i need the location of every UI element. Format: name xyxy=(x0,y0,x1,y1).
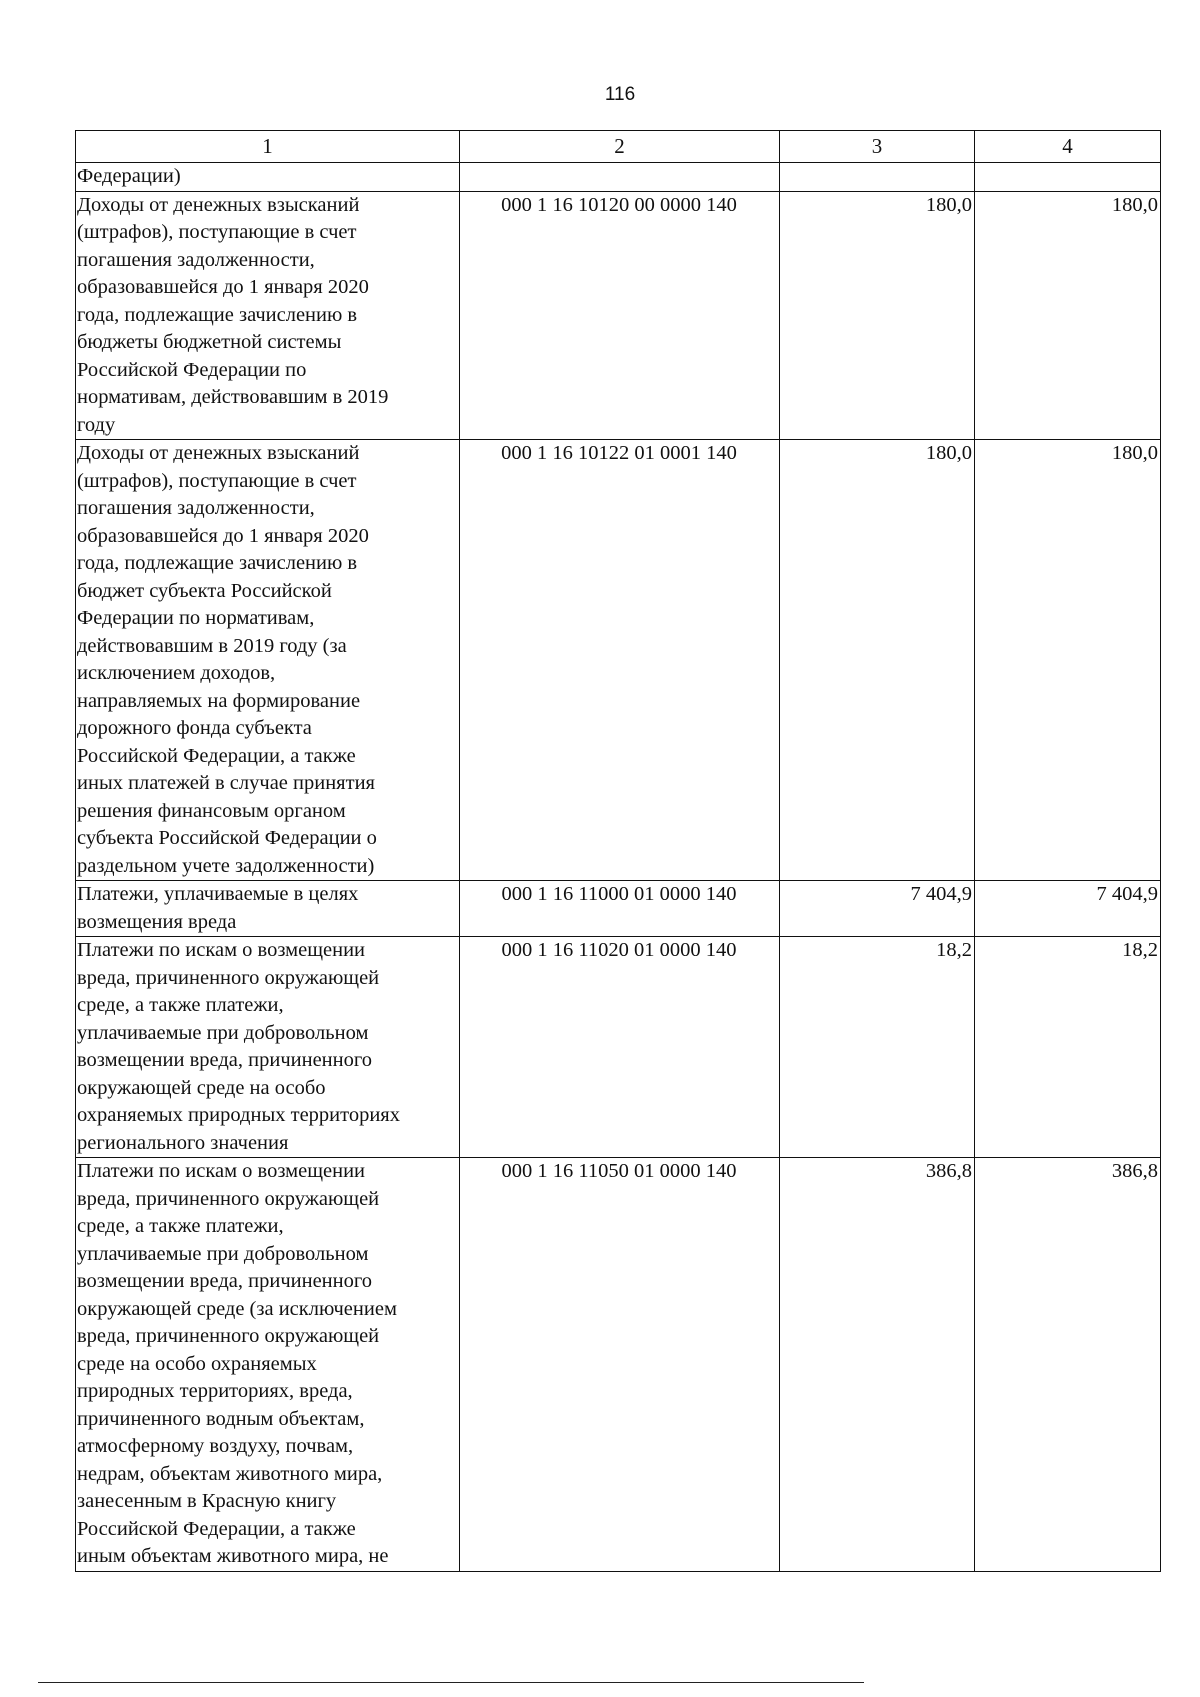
income-name-cell: Доходы от денежных взысканий (штрафов), поступающие в счет погашения задолженности, образовавшейся до 1 января 2020 года, подлежащие зачислению в бюджет субъекта Российской Федерации по нормативам, действовавшим в 2019 году (за исключением доходов, направляемых на формирование дорожного фонда субъекта Российской Федерации, а также иных платежей в случае принятия решения финансовым органом субъекта Российской Федерации о раздельном учете задолженности) xyxy=(76,440,460,881)
column-header-4: 4 xyxy=(975,131,1161,163)
income-name-cell: Платежи по искам о возмещении вреда, причиненного окружающей среде, а также платежи, уплачиваемые при добровольном возмещении вреда, причиненного окружающей среде (за исключением вреда, причиненного окружающей среде на особо охраняемых природных территориях, вреда, причиненного водным объектам, атмосферному воздуху, почвам, недрам, объектам животного мира, занесенным в Красную книгу Российской Федерации, а также иным объектам животного мира, не xyxy=(76,1158,460,1572)
income-code-cell: 000 1 16 10120 00 0000 140 xyxy=(460,191,780,440)
table-header-row xyxy=(76,131,1161,163)
table-row xyxy=(76,937,1161,1158)
amount-cell-col3 xyxy=(780,163,975,192)
bottom-divider-line xyxy=(38,1682,864,1683)
table-row xyxy=(76,881,1161,937)
income-code-cell: 000 1 16 11000 01 0000 140 xyxy=(460,881,780,937)
amount-cell-col3: 180,0 xyxy=(780,191,975,440)
table-row xyxy=(76,440,1161,881)
income-name-cell: Платежи по искам о возмещении вреда, причиненного окружающей среде, а также платежи, уплачиваемые при добровольном возмещении вреда, причиненного окружающей среде на особо охраняемых природных территориях регионального значения xyxy=(76,937,460,1158)
column-header-1: 1 xyxy=(76,131,460,163)
amount-cell-col3: 386,8 xyxy=(780,1158,975,1572)
income-code-cell: 000 1 16 11020 01 0000 140 xyxy=(460,937,780,1158)
amount-cell-col4: 180,0 xyxy=(975,440,1161,881)
page-number: 116 xyxy=(604,84,636,105)
column-header-2: 2 xyxy=(460,131,780,163)
amount-cell-col4: 7 404,9 xyxy=(975,881,1161,937)
income-name-cell: Доходы от денежных взысканий (штрафов), поступающие в счет погашения задолженности, образовавшейся до 1 января 2020 года, подлежащие зачислению в бюджеты бюджетной системы Российской Федерации по нормативам, действовавшим в 2019 году xyxy=(76,191,460,440)
amount-cell-col3: 180,0 xyxy=(780,440,975,881)
amount-cell-col3: 7 404,9 xyxy=(780,881,975,937)
income-name-cell: Платежи, уплачиваемые в целях возмещения вреда xyxy=(76,881,460,937)
income-name-cell: Федерации) xyxy=(76,163,460,192)
amount-cell-col4: 18,2 xyxy=(975,937,1161,1158)
income-code-cell: 000 1 16 10122 01 0001 140 xyxy=(460,440,780,881)
column-header-3: 3 xyxy=(780,131,975,163)
amount-cell-col3: 18,2 xyxy=(780,937,975,1158)
table-row xyxy=(76,191,1161,440)
amount-cell-col4 xyxy=(975,163,1161,192)
income-code-cell: 000 1 16 11050 01 0000 140 xyxy=(460,1158,780,1572)
table-row xyxy=(76,1158,1161,1572)
table-row xyxy=(76,163,1161,192)
amount-cell-col4: 386,8 xyxy=(975,1158,1161,1572)
amount-cell-col4: 180,0 xyxy=(975,191,1161,440)
income-code-cell xyxy=(460,163,780,192)
budget-revenue-table xyxy=(75,130,1161,1572)
